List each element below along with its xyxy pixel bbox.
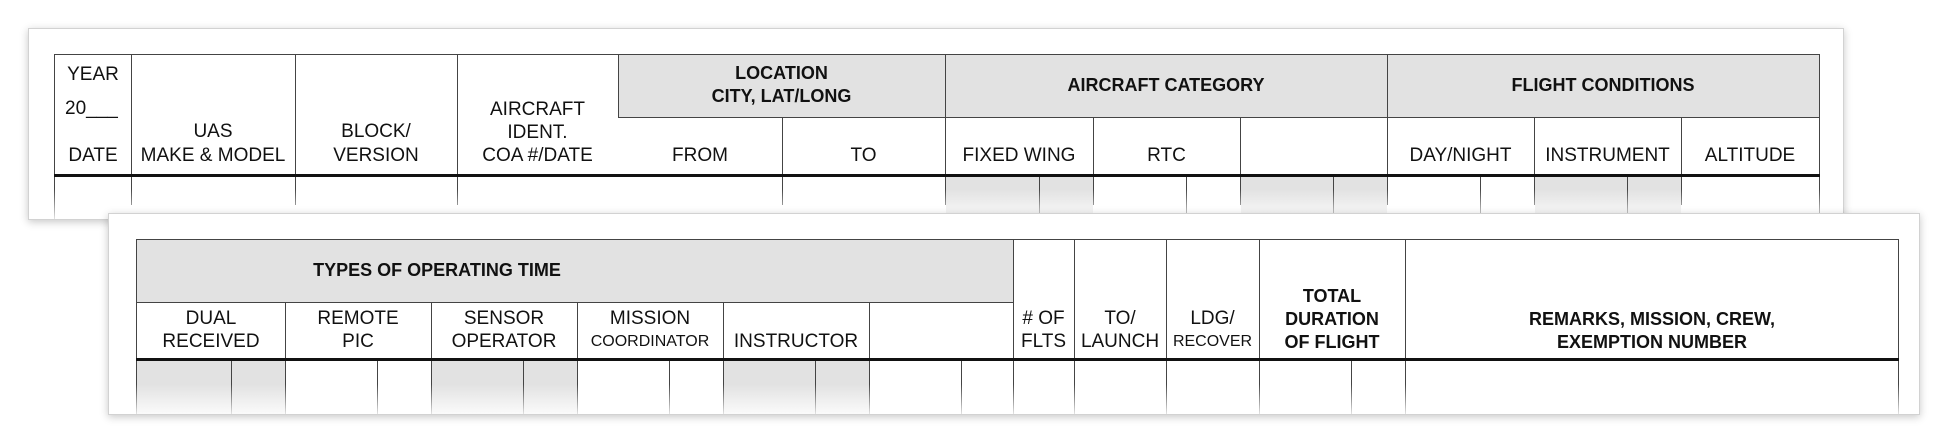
fixed-wing-label: FIXED WING <box>962 145 1076 166</box>
block-line2: VERSION <box>333 145 419 166</box>
location-to: TO <box>850 145 877 166</box>
location-from: FROM <box>672 145 728 166</box>
remote-pic-line1: REMOTE <box>317 308 399 329</box>
num-flights-line1: # OF <box>1022 308 1065 329</box>
dual-line1: DUAL <box>185 308 237 329</box>
dual-line2: RECEIVED <box>162 331 260 352</box>
remarks-line1: REMARKS, MISSION, CREW, <box>1528 309 1775 329</box>
aircraft-ident-line3: COA #/DATE <box>482 145 593 166</box>
aircraft-category-title: AIRCRAFT CATEGORY <box>1067 75 1265 95</box>
year-label: YEAR <box>67 64 119 85</box>
num-flights-line2: FLTS <box>1020 331 1067 352</box>
aircraft-ident-line1: AIRCRAFT <box>490 99 585 120</box>
to-launch-line1: TO/ <box>1104 308 1136 329</box>
mission-line2: COORDINATOR <box>590 333 710 350</box>
ldg-recover-line2: RECOVER <box>1172 333 1253 350</box>
bottom-header-rule <box>136 358 1899 361</box>
aircraft-ident-line2: IDENT. <box>507 122 568 143</box>
altitude-label: ALTITUDE <box>1704 145 1796 166</box>
remarks-line2: EXEMPTION NUMBER <box>1556 332 1747 352</box>
uas-line1: UAS <box>193 121 233 142</box>
total-duration-line3: OF FLIGHT <box>1284 332 1380 352</box>
to-launch-line2: LAUNCH <box>1080 331 1160 352</box>
total-duration-line2: DURATION <box>1285 309 1379 329</box>
location-title-line1: LOCATION <box>735 63 828 83</box>
rtc-label: RTC <box>1147 145 1186 166</box>
operating-time-title: TYPES OF OPERATING TIME <box>313 260 561 280</box>
bottom-sheet-fade <box>109 384 1919 414</box>
year-prefix: 20___ <box>65 98 118 119</box>
remote-pic-line2: PIC <box>342 331 374 352</box>
logbook-sheet-bottom <box>108 213 1920 415</box>
mission-line1: MISSION <box>609 308 691 329</box>
total-duration-line1: TOTAL <box>1302 286 1362 306</box>
logbook-sheet-top <box>28 28 1844 220</box>
operating-blank-col <box>869 303 1013 358</box>
date-label: DATE <box>68 145 118 166</box>
sensor-line2: OPERATOR <box>451 331 557 352</box>
sensor-line1: SENSOR <box>463 308 545 329</box>
block-line1: BLOCK/ <box>341 121 411 142</box>
instrument-label: INSTRUMENT <box>1545 145 1670 166</box>
uas-line2: MAKE & MODEL <box>140 145 286 166</box>
flight-conditions-title: FLIGHT CONDITIONS <box>1511 75 1695 95</box>
day-night-label: DAY/NIGHT <box>1409 145 1512 166</box>
location-title-line2: CITY, LAT/LONG <box>711 86 852 106</box>
ldg-recover-line1: LDG/ <box>1190 308 1235 329</box>
instructor-label: INSTRUCTOR <box>733 331 859 352</box>
